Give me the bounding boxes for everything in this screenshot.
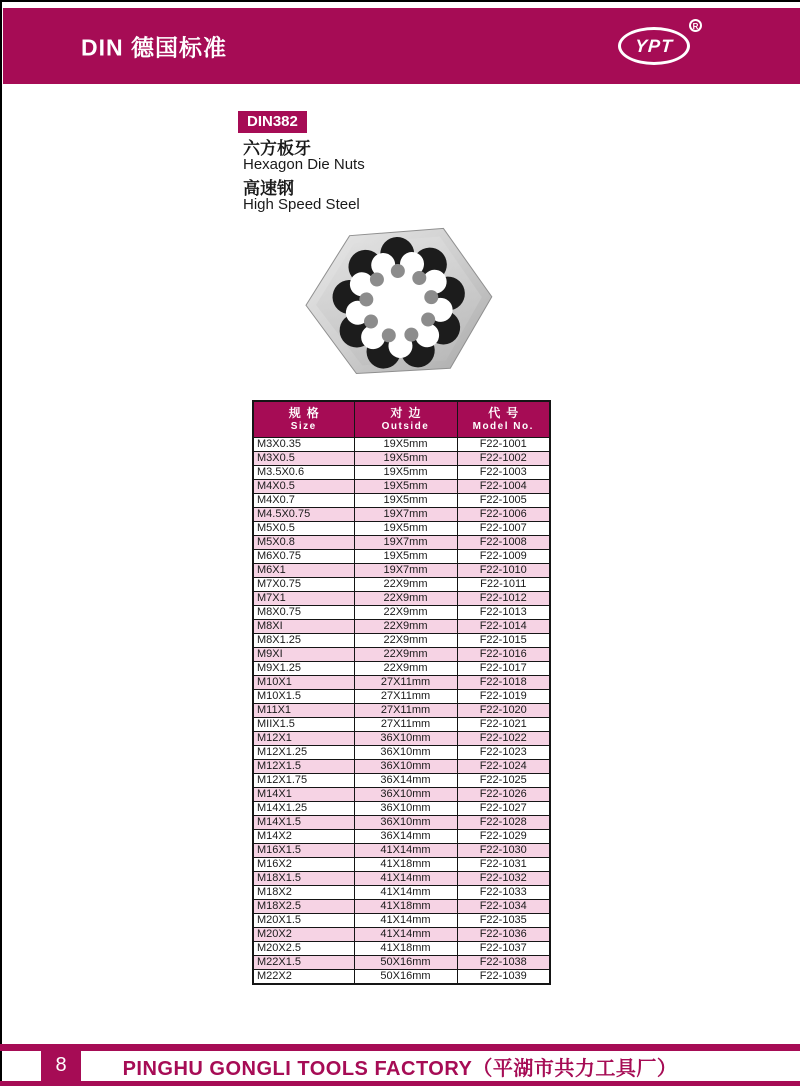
model-cell: F22-1027 — [457, 801, 550, 815]
size-cell: M14X1.25 — [253, 801, 354, 815]
table-row — [253, 507, 550, 521]
table-row — [253, 969, 550, 984]
col-header-model — [457, 401, 550, 437]
outside-cell: 41X14mm — [354, 871, 457, 885]
model-cell: F22-1035 — [457, 913, 550, 927]
spec-table-body — [253, 437, 550, 984]
outside-cell: 19X5mm — [354, 479, 457, 493]
table-row — [253, 689, 550, 703]
spec-table-header-row — [253, 401, 550, 437]
size-cell: M12X1.5 — [253, 759, 354, 773]
table-row — [253, 493, 550, 507]
table-row — [253, 563, 550, 577]
outside-cell: 27X11mm — [354, 675, 457, 689]
model-cell: F22-1002 — [457, 451, 550, 465]
outside-cell: 19X7mm — [354, 563, 457, 577]
col-header-outside-en: Outside — [381, 421, 430, 433]
size-cell: M12X1.75 — [253, 773, 354, 787]
outside-cell: 22X9mm — [354, 591, 457, 605]
outside-cell: 41X14mm — [354, 927, 457, 941]
size-cell: M22X2 — [253, 969, 354, 984]
table-row — [253, 591, 550, 605]
size-cell: M7X1 — [253, 591, 354, 605]
table-row — [253, 479, 550, 493]
table-row — [253, 619, 550, 633]
size-cell: M16X2 — [253, 857, 354, 871]
registered-trademark-icon: R — [689, 19, 702, 32]
model-cell: F22-1034 — [457, 899, 550, 913]
col-header-size-zh: 规格 — [288, 406, 325, 421]
size-cell: M5X0.8 — [253, 535, 354, 549]
model-cell: F22-1039 — [457, 969, 550, 984]
table-row — [253, 647, 550, 661]
outside-cell: 19X5mm — [354, 465, 457, 479]
size-cell: M3X0.5 — [253, 451, 354, 465]
model-cell: F22-1015 — [457, 633, 550, 647]
product-material-en: High Speed Steel — [243, 196, 360, 213]
size-cell: M6X0.75 — [253, 549, 354, 563]
standard-badge: DIN382 — [238, 111, 307, 133]
table-row — [253, 521, 550, 535]
table-row — [253, 927, 550, 941]
size-cell: M9XI — [253, 647, 354, 661]
size-cell: M3.5X0.6 — [253, 465, 354, 479]
model-cell: F22-1024 — [457, 759, 550, 773]
outside-cell: 36X10mm — [354, 801, 457, 815]
model-cell: F22-1001 — [457, 437, 550, 451]
model-cell: F22-1030 — [457, 843, 550, 857]
model-cell: F22-1033 — [457, 885, 550, 899]
size-cell: M20X2 — [253, 927, 354, 941]
col-header-model-zh: 代号 — [488, 406, 525, 421]
outside-cell: 19X5mm — [354, 549, 457, 563]
ypt-logo-text: YPT — [634, 35, 674, 56]
page-title: DIN 德国标准 — [81, 34, 227, 61]
size-cell: M5X0.5 — [253, 521, 354, 535]
model-cell: F22-1004 — [457, 479, 550, 493]
table-row — [253, 717, 550, 731]
model-cell: F22-1029 — [457, 829, 550, 843]
footer-bottom-rule — [0, 1081, 800, 1086]
size-cell: M12X1.25 — [253, 745, 354, 759]
size-cell: M12X1 — [253, 731, 354, 745]
outside-cell: 36X10mm — [354, 759, 457, 773]
page-left-edge-line — [0, 0, 2, 1086]
outside-cell: 36X14mm — [354, 829, 457, 843]
model-cell: F22-1038 — [457, 955, 550, 969]
model-cell: F22-1017 — [457, 661, 550, 675]
size-cell: M16X1.5 — [253, 843, 354, 857]
table-row — [253, 871, 550, 885]
model-cell: F22-1003 — [457, 465, 550, 479]
outside-cell: 41X14mm — [354, 843, 457, 857]
size-cell: M10X1.5 — [253, 689, 354, 703]
model-cell: F22-1016 — [457, 647, 550, 661]
outside-cell: 41X18mm — [354, 857, 457, 871]
model-cell: F22-1026 — [457, 787, 550, 801]
size-cell: M10X1 — [253, 675, 354, 689]
model-cell: F22-1036 — [457, 927, 550, 941]
col-header-size-en: Size — [290, 421, 317, 433]
size-cell: M20X2.5 — [253, 941, 354, 955]
table-row — [253, 885, 550, 899]
table-row — [253, 759, 550, 773]
outside-cell: 19X5mm — [354, 521, 457, 535]
model-cell: F22-1012 — [457, 591, 550, 605]
model-cell: F22-1018 — [457, 675, 550, 689]
factory-name: PINGHU GONGLI TOOLS FACTORY（平湖市共力工具厂） — [122, 1058, 678, 1080]
model-cell: F22-1014 — [457, 619, 550, 633]
outside-cell: 36X10mm — [354, 815, 457, 829]
size-cell: M4.5X0.75 — [253, 507, 354, 521]
outside-cell: 41X14mm — [354, 913, 457, 927]
header-banner — [3, 8, 800, 84]
size-cell: M18X1.5 — [253, 871, 354, 885]
model-cell: F22-1011 — [457, 577, 550, 591]
outside-cell: 19X7mm — [354, 507, 457, 521]
model-cell: F22-1013 — [457, 605, 550, 619]
outside-cell: 41X14mm — [354, 885, 457, 899]
outside-cell: 22X9mm — [354, 633, 457, 647]
table-row — [253, 829, 550, 843]
table-row — [253, 675, 550, 689]
table-row — [253, 899, 550, 913]
size-cell: M9X1.25 — [253, 661, 354, 675]
page-top-edge-line — [0, 0, 800, 2]
model-cell: F22-1019 — [457, 689, 550, 703]
table-row — [253, 703, 550, 717]
table-row — [253, 605, 550, 619]
model-cell: F22-1031 — [457, 857, 550, 871]
table-row — [253, 815, 550, 829]
table-row — [253, 787, 550, 801]
table-row — [253, 661, 550, 675]
outside-cell: 50X16mm — [354, 955, 457, 969]
outside-cell: 41X18mm — [354, 941, 457, 955]
outside-cell: 19X7mm — [354, 535, 457, 549]
outside-cell: 19X5mm — [354, 493, 457, 507]
size-cell: M20X1.5 — [253, 913, 354, 927]
table-row — [253, 955, 550, 969]
outside-cell: 50X16mm — [354, 969, 457, 984]
size-cell: M11X1 — [253, 703, 354, 717]
model-cell: F22-1037 — [457, 941, 550, 955]
size-cell: M4X0.5 — [253, 479, 354, 493]
hexagon-die-nut-photo — [294, 216, 508, 392]
table-row — [253, 913, 550, 927]
table-row — [253, 745, 550, 759]
size-cell: M3X0.35 — [253, 437, 354, 451]
size-cell: MIIX1.5 — [253, 717, 354, 731]
product-material-zh: 高速钢 — [243, 179, 294, 198]
col-header-model-en: Model No. — [472, 421, 534, 433]
spec-table — [252, 400, 551, 985]
outside-cell: 41X18mm — [354, 899, 457, 913]
outside-cell: 36X10mm — [354, 731, 457, 745]
table-row — [253, 535, 550, 549]
outside-cell: 22X9mm — [354, 577, 457, 591]
size-cell: M22X1.5 — [253, 955, 354, 969]
outside-cell: 27X11mm — [354, 689, 457, 703]
size-cell: M7X0.75 — [253, 577, 354, 591]
table-row — [253, 843, 550, 857]
outside-cell: 36X10mm — [354, 787, 457, 801]
model-cell: F22-1005 — [457, 493, 550, 507]
size-cell: M18X2.5 — [253, 899, 354, 913]
table-row — [253, 577, 550, 591]
model-cell: F22-1010 — [457, 563, 550, 577]
size-cell: M14X1 — [253, 787, 354, 801]
model-cell: F22-1023 — [457, 745, 550, 759]
size-cell: M18X2 — [253, 885, 354, 899]
table-row — [253, 857, 550, 871]
model-cell: F22-1009 — [457, 549, 550, 563]
product-name-zh: 六方板牙 — [243, 139, 311, 158]
col-header-size — [253, 401, 354, 437]
col-header-outside-zh: 对边 — [390, 406, 427, 421]
outside-cell: 19X5mm — [354, 451, 457, 465]
outside-cell: 36X14mm — [354, 773, 457, 787]
table-row — [253, 801, 550, 815]
size-cell: M6X1 — [253, 563, 354, 577]
size-cell: M8XI — [253, 619, 354, 633]
model-cell: F22-1021 — [457, 717, 550, 731]
product-name-en: Hexagon Die Nuts — [243, 156, 365, 173]
table-row — [253, 773, 550, 787]
table-row — [253, 451, 550, 465]
size-cell: M14X2 — [253, 829, 354, 843]
model-cell: F22-1007 — [457, 521, 550, 535]
table-row — [253, 437, 550, 451]
outside-cell: 22X9mm — [354, 661, 457, 675]
table-row — [253, 465, 550, 479]
outside-cell: 22X9mm — [354, 605, 457, 619]
ypt-logo-icon — [618, 27, 690, 65]
col-header-outside — [354, 401, 457, 437]
size-cell: M14X1.5 — [253, 815, 354, 829]
size-cell: M4X0.7 — [253, 493, 354, 507]
size-cell: M8X0.75 — [253, 605, 354, 619]
outside-cell: 22X9mm — [354, 619, 457, 633]
model-cell: F22-1022 — [457, 731, 550, 745]
outside-cell: 22X9mm — [354, 647, 457, 661]
table-row — [253, 731, 550, 745]
outside-cell: 19X5mm — [354, 437, 457, 451]
footer-top-rule — [0, 1044, 800, 1051]
table-row — [253, 941, 550, 955]
model-cell: F22-1028 — [457, 815, 550, 829]
page-number: 8 — [55, 1053, 67, 1076]
model-cell: F22-1025 — [457, 773, 550, 787]
model-cell: F22-1006 — [457, 507, 550, 521]
model-cell: F22-1020 — [457, 703, 550, 717]
size-cell: M8X1.25 — [253, 633, 354, 647]
outside-cell: 36X10mm — [354, 745, 457, 759]
outside-cell: 27X11mm — [354, 717, 457, 731]
table-row — [253, 549, 550, 563]
table-row — [253, 633, 550, 647]
outside-cell: 27X11mm — [354, 703, 457, 717]
model-cell: F22-1032 — [457, 871, 550, 885]
model-cell: F22-1008 — [457, 535, 550, 549]
